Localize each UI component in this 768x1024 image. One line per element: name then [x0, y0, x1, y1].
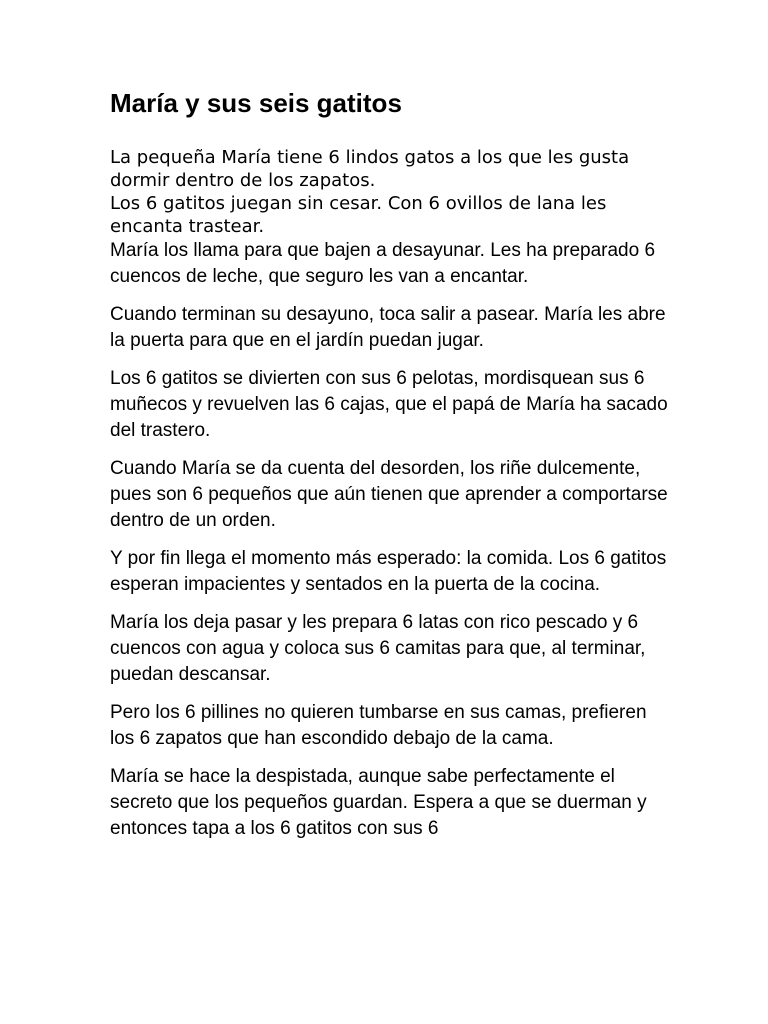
paragraph-5: Y por fin llega el momento más esperado: la comida. Los 6 gatitos esperan impacientes y sentados en la puerta de la cocina. — [110, 548, 667, 595]
paragraph-2: Cuando terminan su desayuno, toca salir a pasear. María les abre la puerta para que en el jardín puedan jugar. — [110, 304, 666, 351]
paragraph-1: María los llama para que bajen a desayunar. Les ha preparado 6 cuencos de leche, que seguro les van a encantar. — [110, 240, 656, 287]
paragraph-7: Pero los 6 pillines no quieren tumbarse en sus camas, prefieren los 6 zapatos que han escondido debajo de la cama. — [110, 702, 647, 749]
intro-line-2: Los 6 gatitos juegan sin cesar. Con 6 ovillos de lana les encanta trastear. — [110, 193, 607, 237]
paragraph-8: María se hace la despistada, aunque sabe perfectamente el secreto que los pequeños guardan. Espera a que se duerman y entonces tapa a los 6 gatitos con sus 6 — [110, 766, 647, 839]
paragraph-4: Cuando María se da cuenta del desorden, los riñe dulcemente, pues son 6 pequeños que aún tienen que aprender a comportarse dentro de un orden. — [110, 458, 668, 531]
paragraph-3: Los 6 gatitos se divierten con sus 6 pelotas, mordisquean sus 6 muñecos y revuelven las 6 cajas, que el papá de María ha sacado del trastero. — [110, 368, 668, 441]
document-title: María y sus seis gatitos — [110, 88, 402, 118]
intro-line-1: La pequeña María tiene 6 lindos gatos a los que les gusta dormir dentro de los zapatos. — [110, 147, 630, 191]
paragraph-6: María los deja pasar y les prepara 6 latas con rico pescado y 6 cuencos con agua y coloca sus 6 camitas para que, al terminar, puedan descansar. — [110, 612, 646, 685]
document-page — [110, 86, 670, 854]
